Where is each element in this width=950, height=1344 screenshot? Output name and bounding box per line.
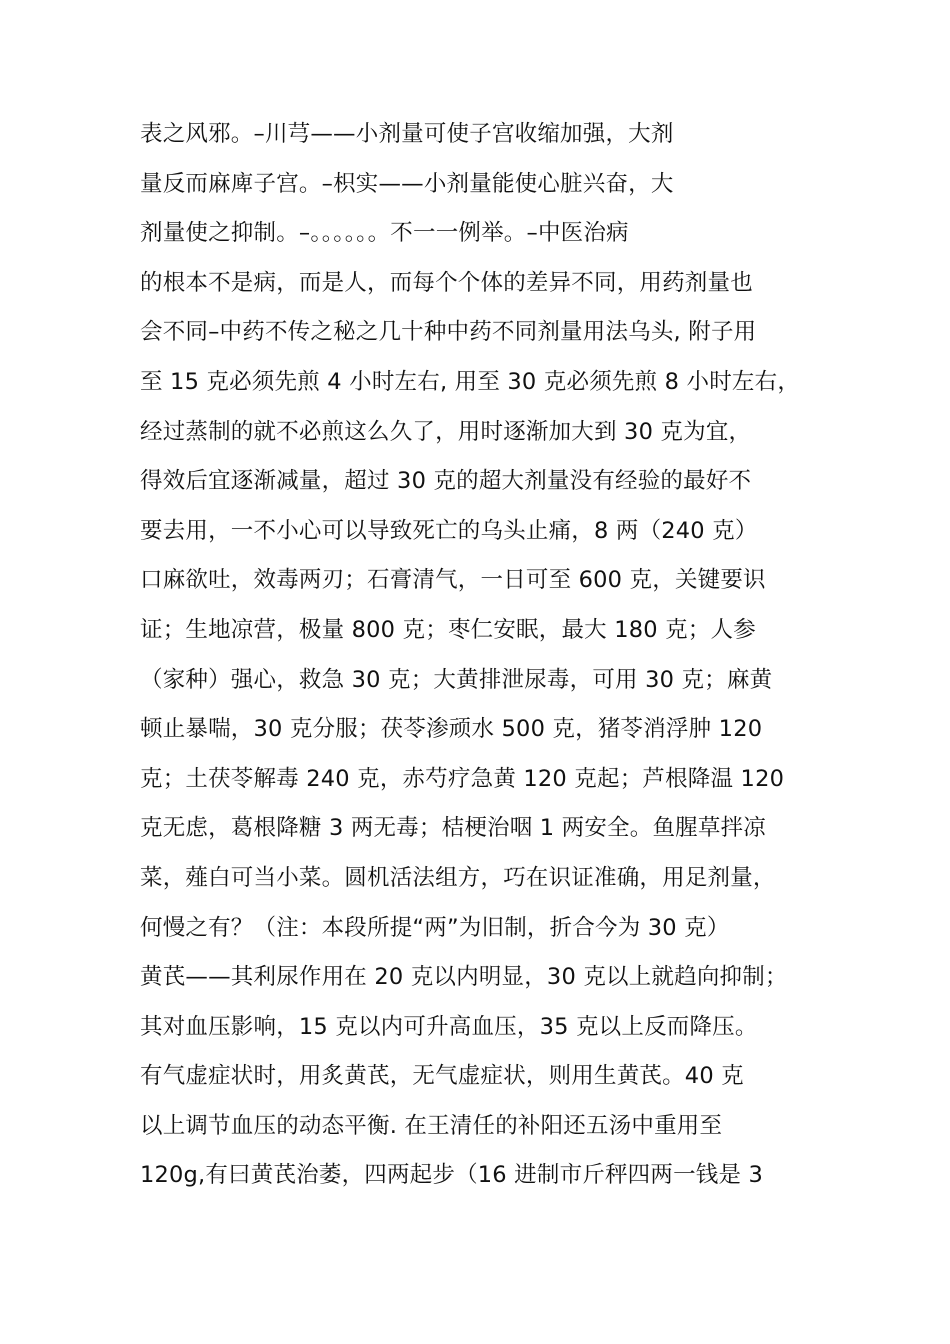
text-line: 黄芪——其利尿作用在 20 克以内明显，30 克以上就趋向抑制；	[140, 964, 788, 991]
text-line: 顿止暴喘，30 克分服；茯苓渗顽水 500 克，猪苓消浮肿 120	[140, 716, 763, 743]
text-line: 证；生地凉营，极量 800 克；枣仁安眠，最大 180 克；人参	[140, 616, 756, 643]
text-line: 至 15 克必须先煎 4 小时左右, 用至 30 克必须先煎 8 小时左右，	[140, 368, 801, 395]
text-line: 其对血压影响，15 克以内可升高血压，35 克以上反而降压。	[140, 1013, 758, 1040]
body-text	[140, 110, 820, 1201]
text-line: 会不同–中药不传之秘之几十种中药不同剂量用法乌头, 附子用	[140, 319, 757, 346]
text-line: 口麻欲吐，效毒两刃；石膏清气，一日可至 600 克，关键要识	[140, 567, 766, 594]
text-line: 何慢之有？（注：本段所提“两”为旧制，折合今为 30 克）	[140, 914, 730, 941]
text-line: 得效后宜逐渐减量，超过 30 克的超大剂量没有经验的最好不	[140, 468, 752, 495]
text-line: 剂量使之抑制。–。。。。。。不一一例举。–中医治病	[140, 220, 629, 247]
text-line: 克；土茯苓解毒 240 克，赤芍疗急黄 120 克起；芦根降温 120	[140, 765, 785, 792]
text-line: （家种）强心，救急 30 克；大黄排泄尿毒，可用 30 克；麻黄	[140, 666, 773, 693]
text-line: 克无虑，葛根降糖 3 两无毒；桔梗治咽 1 两安全。鱼腥草拌凉	[140, 815, 766, 842]
text-line: 的根本不是病，而是人，而每个个体的差异不同，用药剂量也	[140, 269, 753, 296]
text-line: 120g,有曰黄芪治萎，四两起步（16 进制市斤秤四两一钱是 3	[140, 1162, 764, 1189]
text-line: 量反而麻庳子宫。–枳实——小剂量能使心脏兴奋，大	[140, 170, 674, 197]
text-line: 以上调节血压的动态平衡. 在王清任的补阳还五汤中重用至	[140, 1112, 723, 1139]
text-line: 要去用，一不小心可以导致死亡的乌头止痛，8 两（240 克）	[140, 517, 758, 544]
text-line: 表之风邪。–川芎——小剂量可使子宫收缩加强，大剂	[140, 121, 674, 147]
text-line: 菜，薤白可当小菜。圆机活法组方，巧在识证准确，用足剂量，	[140, 864, 776, 891]
text-line: 有气虚症状时，用炙黄芪，无气虚症状，则用生黄芪。40 克	[140, 1063, 744, 1090]
text-line: 经过蒸制的就不必煎这么久了，用时逐渐加大到 30 克为宜，	[140, 418, 752, 445]
